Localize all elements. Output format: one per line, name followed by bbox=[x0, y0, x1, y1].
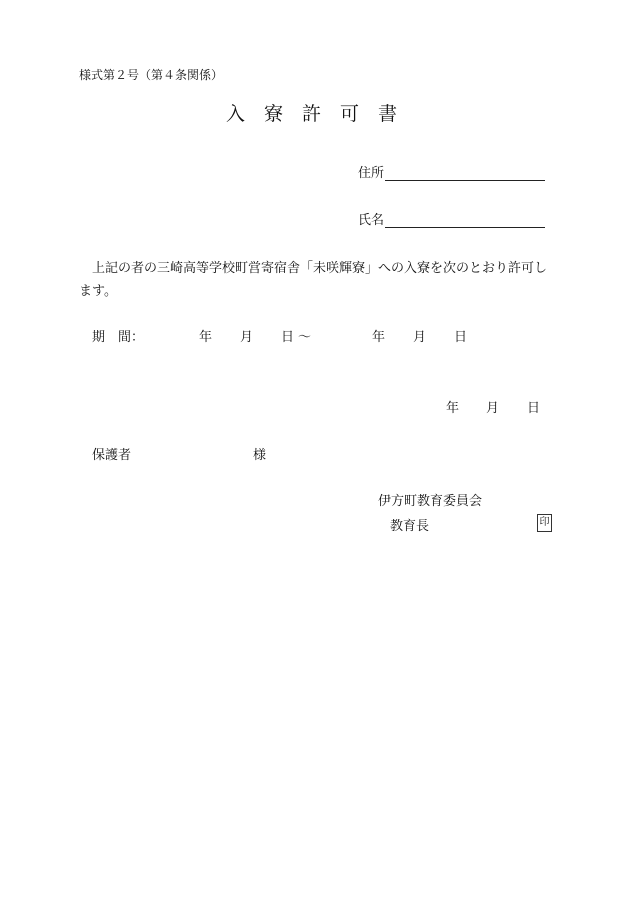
document-title bbox=[226, 99, 416, 126]
issue-year: 年 bbox=[446, 401, 460, 416]
title-char: 許 bbox=[302, 103, 323, 125]
guardian-honorific: 様 bbox=[253, 448, 267, 463]
issue-month: 月 bbox=[486, 401, 500, 416]
title-char: 寮 bbox=[264, 103, 285, 125]
address-field[interactable] bbox=[358, 162, 545, 181]
issuer-superintendent: 教育長 bbox=[390, 519, 430, 534]
seal-mark: 印 bbox=[537, 514, 552, 532]
name-field[interactable] bbox=[358, 209, 545, 228]
period-start-year: 年 bbox=[199, 330, 213, 345]
title-char: 可 bbox=[340, 103, 361, 125]
title-char: 書 bbox=[378, 103, 399, 125]
issue-day: 日 bbox=[527, 401, 541, 416]
name-underline[interactable] bbox=[385, 212, 545, 228]
guardian-label: 保護者 bbox=[92, 448, 132, 463]
title-char: 入 bbox=[226, 103, 247, 125]
issuer-board: 伊方町教育委員会 bbox=[378, 494, 483, 509]
name-label: 氏名 bbox=[358, 213, 385, 228]
permission-statement: 上記の者の三崎高等学校町営寄宿舎「未咲輝寮」への入寮を次のとおり許可します。 bbox=[79, 261, 548, 299]
address-underline[interactable] bbox=[385, 165, 545, 181]
address-label: 住所 bbox=[358, 166, 385, 181]
form-number: 様式第２号（第４条関係） bbox=[79, 68, 224, 82]
period-label: 期 間： bbox=[92, 330, 145, 345]
period-tilde: ～ bbox=[298, 330, 312, 345]
period-end-month: 月 bbox=[413, 330, 427, 345]
period-end-year: 年 bbox=[372, 330, 386, 345]
period-end-day: 日 bbox=[454, 330, 468, 345]
period-start-month: 月 bbox=[240, 330, 254, 345]
period-start-day: 日 bbox=[281, 330, 295, 345]
